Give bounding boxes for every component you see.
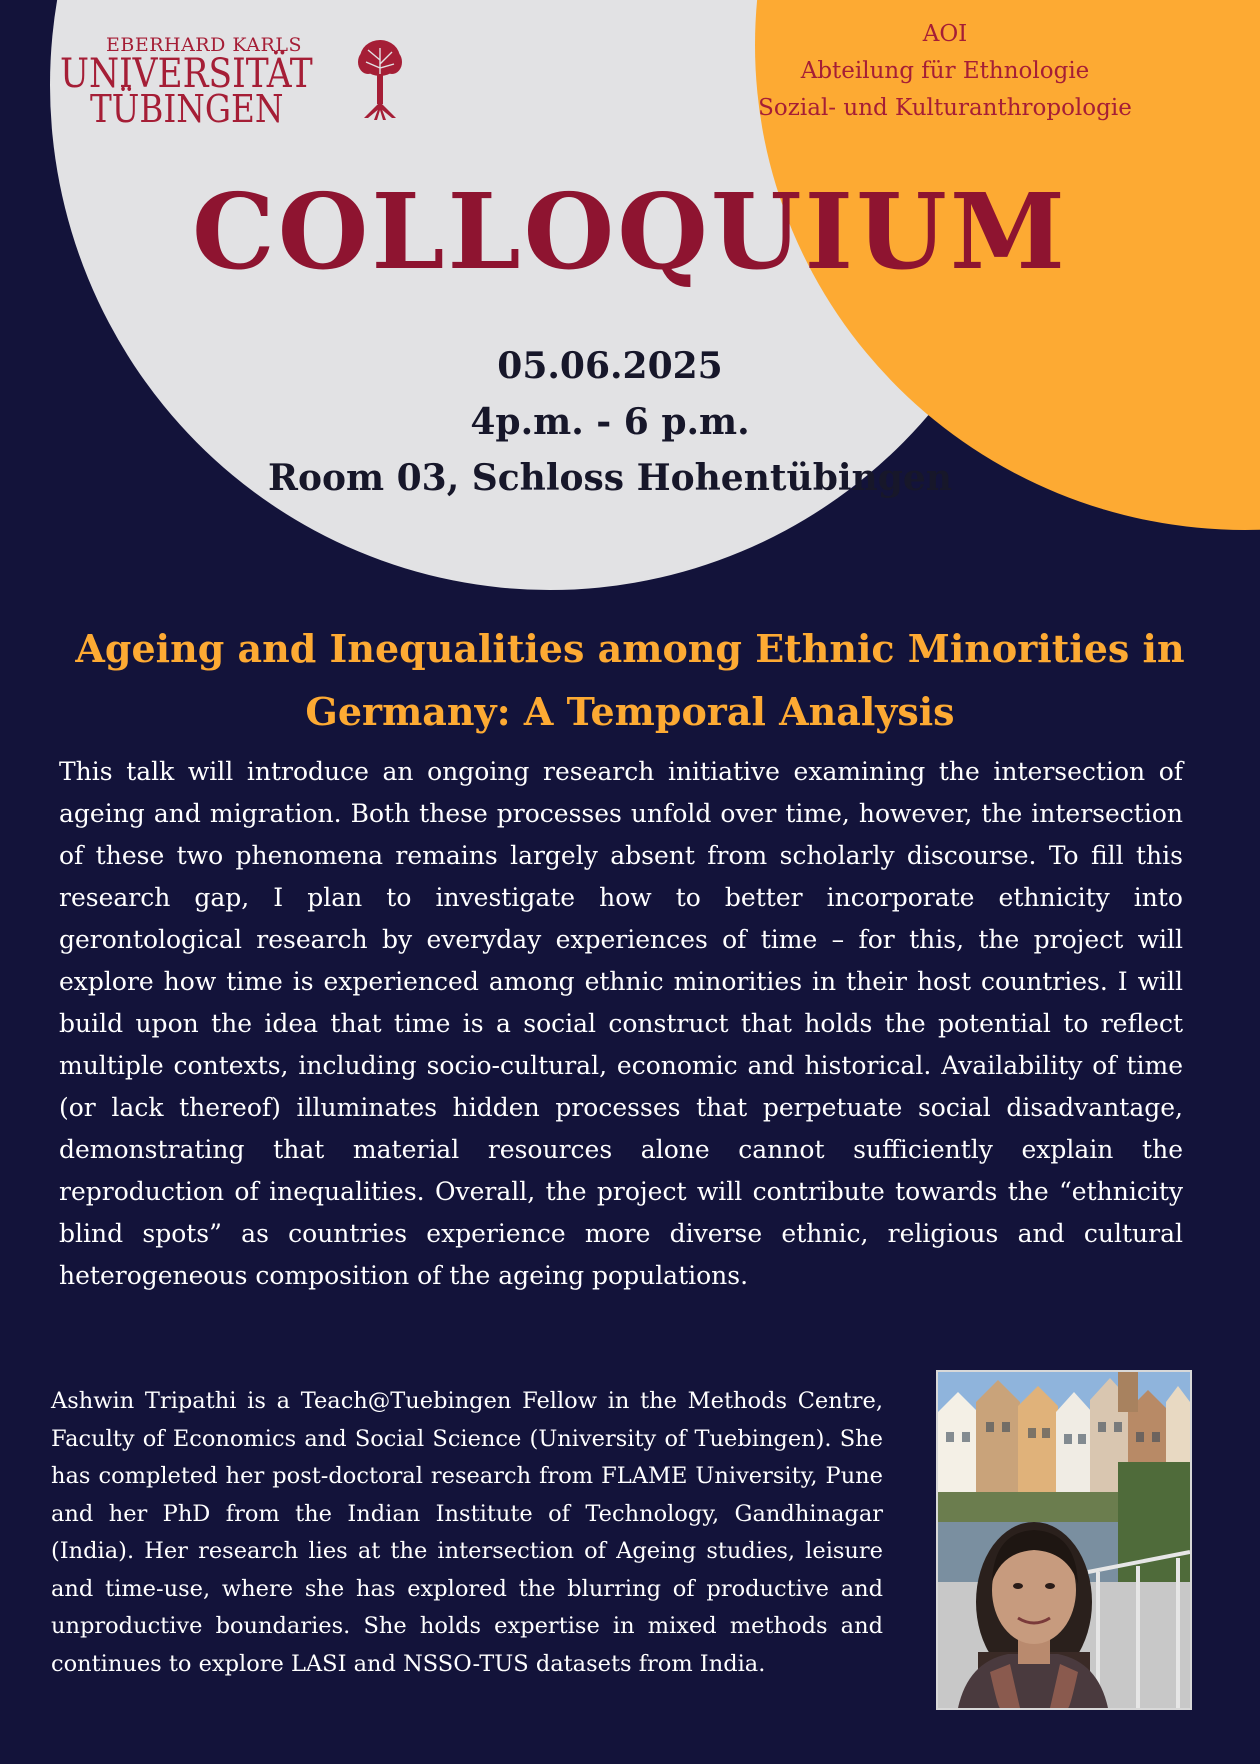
tree-icon (352, 38, 408, 122)
department-line-2: Abteilung für Ethnologie (800, 58, 1090, 84)
speaker-photo (936, 1370, 1192, 1710)
talk-title-line-1: Ageing and Inequalities among Ethnic Minorities in (75, 626, 1185, 671)
event-date: 05.06.2025 (497, 345, 723, 387)
talk-abstract: This talk will introduce an ongoing research initiative examining the intersection of ageing and migration. Both these processes unfold over time, however, the intersection of these two phenomena remains largely absent from scholarly discourse. To fill this research gap, I plan to investigate how to better incorporate ethnicity into gerontological research by everyday experiences of time – for this, the project will explore how time is experienced among ethnic minorities in their host countries. I will build upon the idea that time is a social construct that holds the potential to reflect multiple contexts, including socio-cultural, economic and historical. Availability of time (or lack thereof) illuminates hidden processes that perpetuate social disadvantage, demonstrating that material resources alone cannot sufficiently explain the reproduction of inequalities. Overall, the project will contribute towards the “ethnicity blind spots” as countries experience more diverse ethnic, religious and cultural heterogeneous composition of the ageing populations. (59, 757, 1183, 1290)
speaker-bio: Ashwin Tripathi is a Teach@Tuebingen Fellow in the Methods Centre, Faculty of Economics and Social Science (University of Tuebingen). She has completed her post-doctoral research from FLAME University, Pune and her PhD from the Indian Institute of Technology, Gandhinagar (India). Her research lies at the intersection of Ageing studies, leisure and time-use, where she has explored the blurring of productive and unproductive boundaries. She holds expertise in mixed methods and continues to explore LASI and NSSO-TUS datasets from India. (51, 1388, 883, 1677)
logo-line-1: EBERHARD KARLS (106, 34, 302, 56)
talk-title-line-2: Germany: A Temporal Analysis (305, 689, 955, 734)
poster-title: COLLOQUIUM (192, 170, 1068, 293)
department-line-1: AOI (922, 21, 968, 47)
department-info (710, 16, 1180, 127)
university-logo (60, 30, 420, 130)
logo-line-3: TÜBINGEN (90, 87, 284, 131)
talk-title (40, 617, 1220, 743)
logo-line-2: UNIVERSITÄT (60, 51, 313, 97)
event-time: 4p.m. - 6 p.m. (470, 401, 750, 443)
event-details (210, 338, 1010, 506)
department-line-3: Sozial- und Kulturanthropologie (758, 95, 1132, 121)
event-location: Room 03, Schloss Hohentübingen (268, 457, 952, 499)
